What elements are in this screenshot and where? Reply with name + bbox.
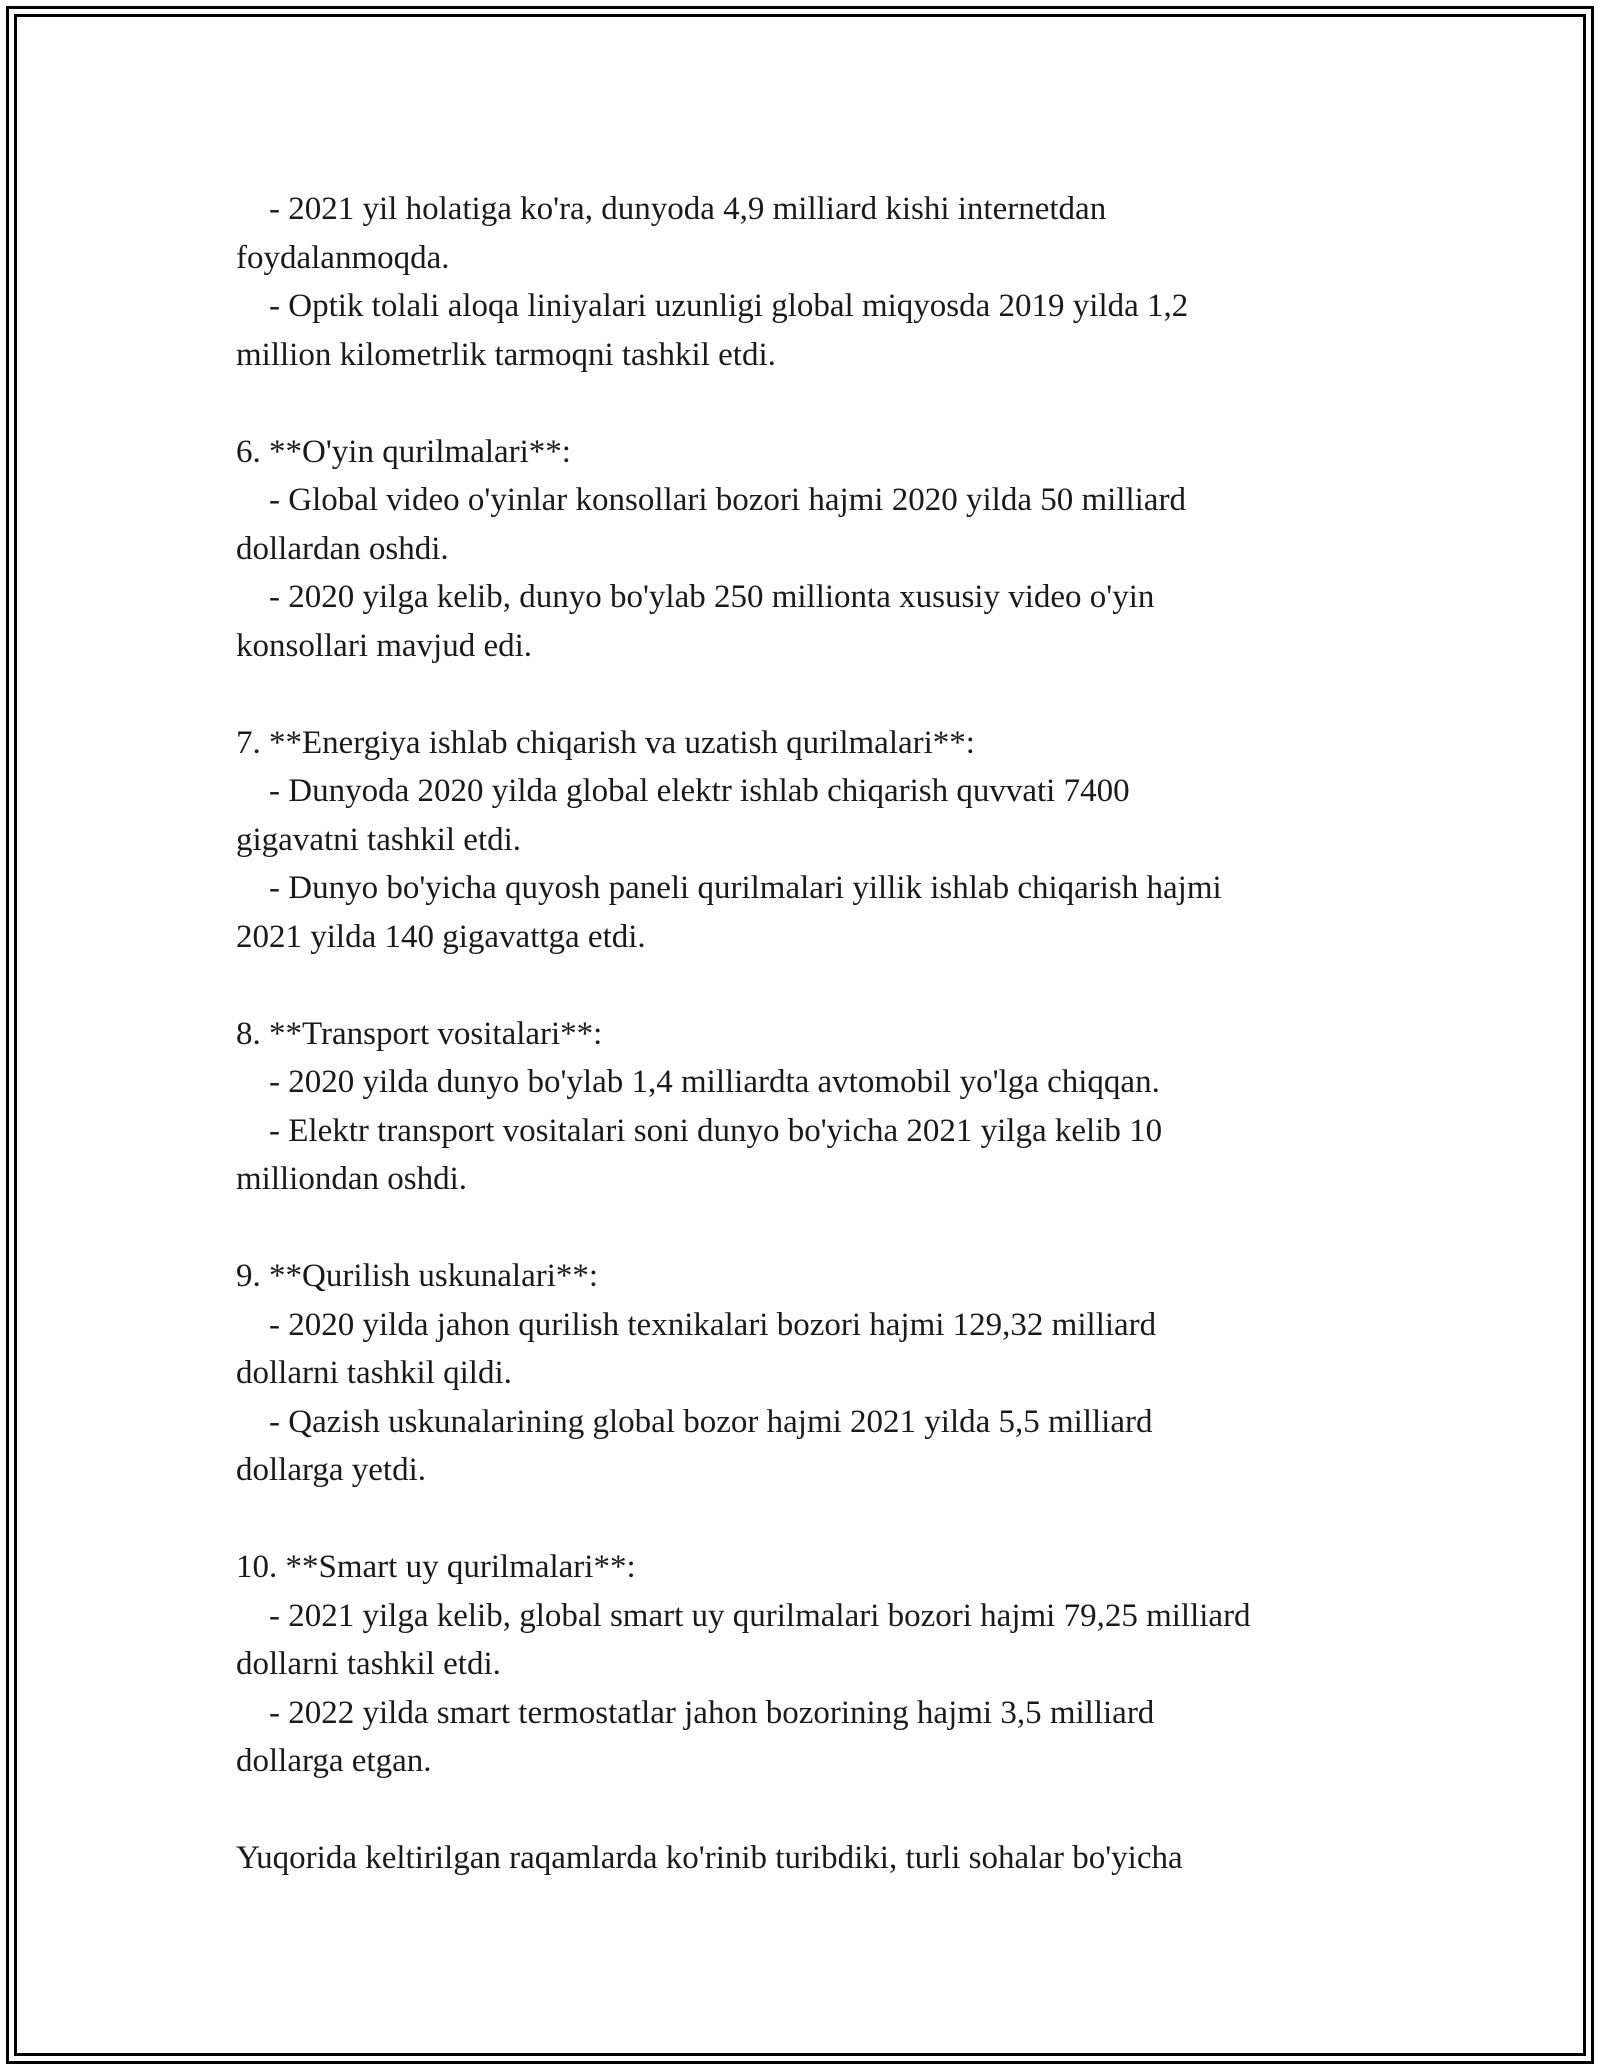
text-line: - 2020 yilga kelib, dunyo bo'ylab 250 millionta xususiy video o'yin <box>236 579 1155 615</box>
text-line: 8. **Transport vositalari**: <box>236 1015 603 1052</box>
text-line: konsollari mavjud edi. <box>236 627 533 664</box>
text-line: dollarni tashkil qildi. <box>236 1355 512 1391</box>
paragraph-gap <box>236 670 1416 719</box>
text-line: milliondan oshdi. <box>236 1161 467 1197</box>
text-line: dollardan oshdi. <box>236 530 449 567</box>
paragraph-gap <box>236 1786 1416 1835</box>
text-line: - Qazish uskunalarining global bozor hajmi 2021 yilda 5,5 milliard <box>236 1403 1153 1440</box>
text-line: 2021 yilda 140 gigavattga etdi. <box>236 918 646 955</box>
text-line: - Elektr transport vositalari soni dunyo bo'yicha 2021 yilga kelib 10 <box>236 1112 1163 1149</box>
paragraph-gap <box>236 1495 1416 1544</box>
text-line: - 2021 yil holatiga ko'ra, dunyoda 4,9 milliard kishi internetdan <box>236 191 1107 227</box>
text-line: 7. **Energiya ishlab chiqarish va uzatish qurilmalari**: <box>236 724 975 761</box>
paragraph-gap <box>236 1204 1416 1253</box>
text-line: - 2020 yilda jahon qurilish texnikalari bozori hajmi 129,32 milliard <box>236 1306 1157 1343</box>
paragraph-gap <box>236 379 1416 428</box>
text-line: 9. **Qurilish uskunalari**: <box>236 1258 599 1294</box>
text-line: 6. **O'yin qurilmalari**: <box>236 433 571 470</box>
text-line: - 2022 yilda smart termostatlar jahon bozorining hajmi 3,5 milliard <box>236 1694 1155 1731</box>
document-body <box>236 185 1416 1883</box>
text-line: - Optik tolali aloqa liniyalari uzunligi global miqyosda 2019 yilda 1,2 <box>236 288 1189 324</box>
text-line: - 2021 yilga kelib, global smart uy qurilmalari bozori hajmi 79,25 milliard <box>236 1597 1251 1634</box>
text-line: foydalanmoqda. <box>236 239 450 276</box>
paragraph-gap <box>236 961 1416 1010</box>
text-line: - Global video o'yinlar konsollari bozori hajmi 2020 yilda 50 milliard <box>236 482 1186 518</box>
text-line: dollarni tashkil etdi. <box>236 1646 501 1682</box>
text-line: gigavatni tashkil etdi. <box>236 821 522 858</box>
text-line: Yuqorida keltirilgan raqamlarda ko'rinib turibdiki, turli sohalar bo'yicha <box>236 1840 1183 1876</box>
text-line: - Dunyoda 2020 yilda global elektr ishlab chiqarish quvvati 7400 <box>236 773 1130 809</box>
text-line: 10. **Smart uy qurilmalari**: <box>236 1549 636 1585</box>
text-line: million kilometrlik tarmoqni tashkil etdi. <box>236 336 776 373</box>
text-line: dollarga etgan. <box>236 1743 432 1779</box>
text-line: - Dunyo bo'yicha quyosh paneli qurilmalari yillik ishlab chiqarish hajmi <box>236 870 1222 906</box>
text-line: - 2020 yilda dunyo bo'ylab 1,4 milliardta avtomobil yo'lga chiqqan. <box>236 1064 1160 1100</box>
text-line: dollarga yetdi. <box>236 1452 427 1488</box>
